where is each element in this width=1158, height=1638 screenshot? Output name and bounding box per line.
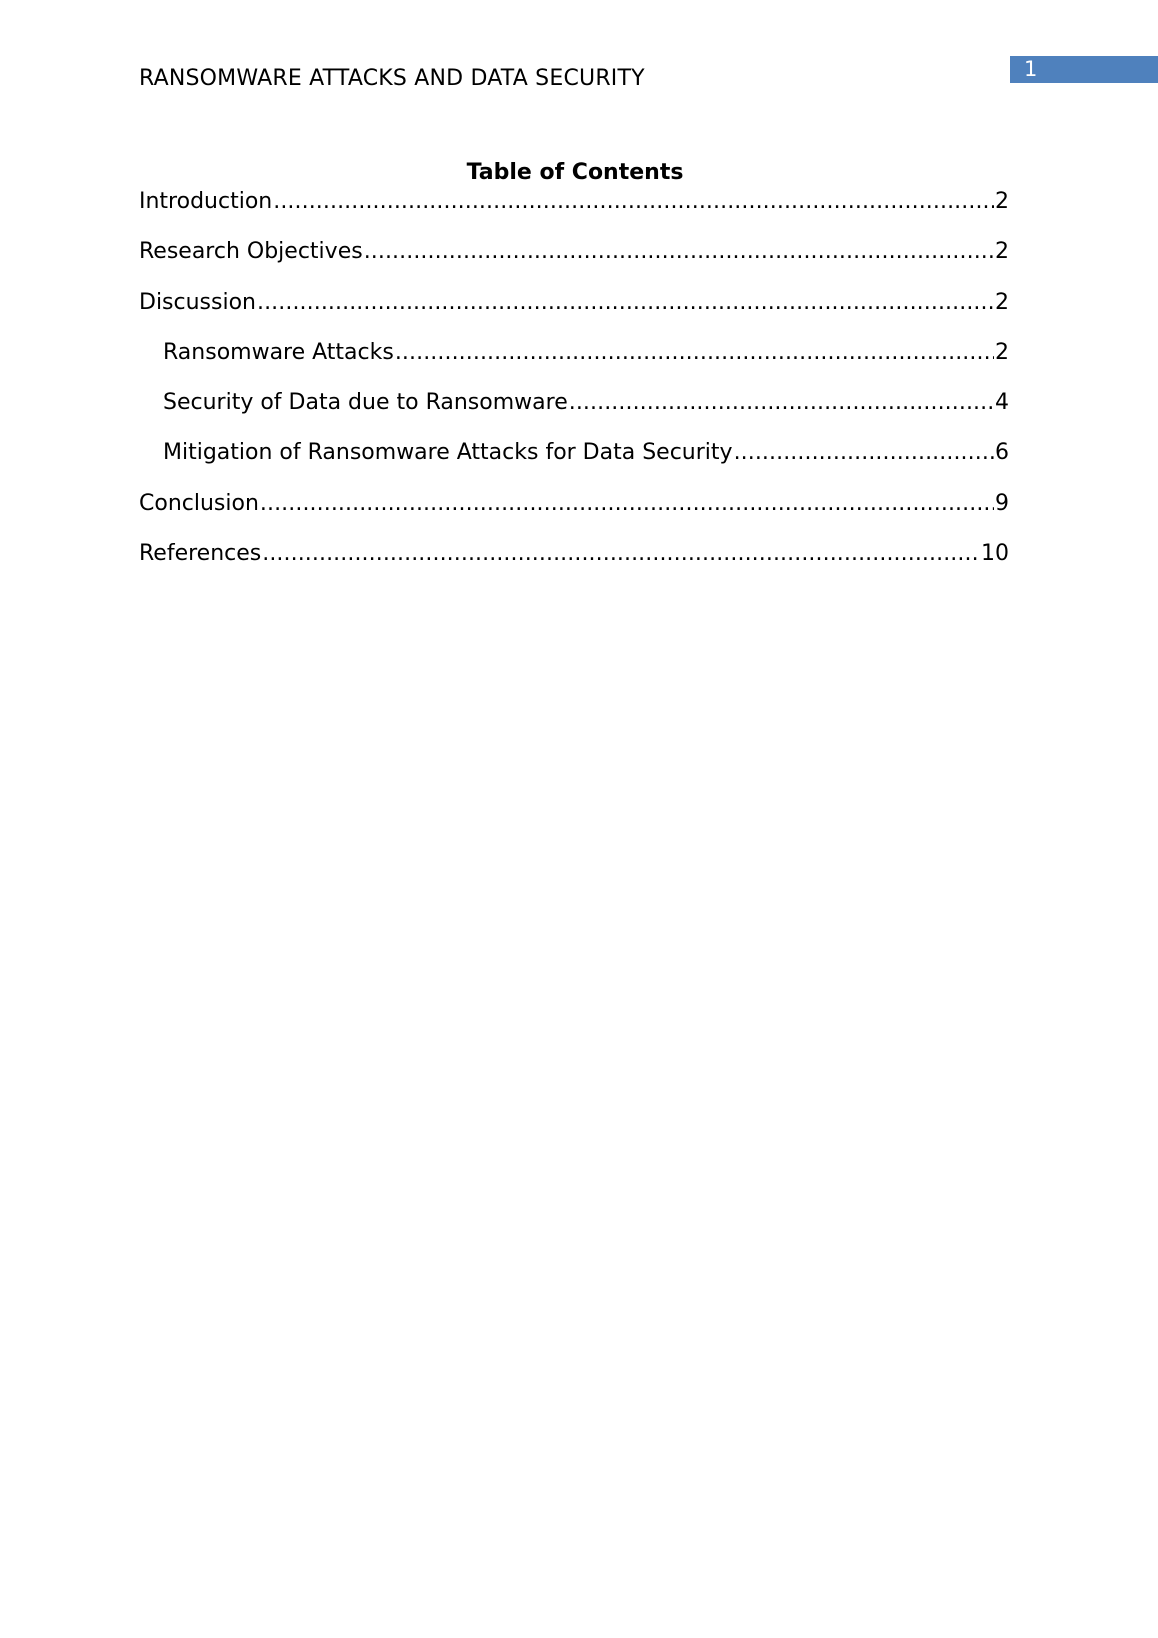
dot-leader <box>257 290 994 315</box>
dot-leader <box>273 189 994 214</box>
page-number-badge: 1 <box>1010 56 1158 83</box>
toc-entry-label: References <box>139 541 262 567</box>
toc-entry-discussion[interactable] <box>139 290 1009 340</box>
dot-leader <box>364 239 994 264</box>
toc-entry-mitigation[interactable] <box>139 440 1009 490</box>
running-header-title: RANSOMWARE ATTACKS AND DATA SECURITY <box>139 66 645 91</box>
toc-entry-page: 6 <box>995 440 1009 466</box>
toc-entry-page: 2 <box>995 289 1009 315</box>
dot-leader <box>260 491 994 516</box>
toc-entry-label: Introduction <box>139 189 273 214</box>
toc-entry-research-objectives[interactable] <box>139 239 1009 289</box>
dot-leader <box>395 340 994 365</box>
toc-entry-page: 2 <box>995 189 1009 214</box>
toc-entry-label: Research Objectives <box>139 239 363 265</box>
toc-heading: Table of Contents <box>466 160 684 185</box>
toc-entry-label: Ransomware Attacks <box>163 339 394 365</box>
toc-entry-label: Discussion <box>139 289 256 315</box>
toc-entry-page: 2 <box>995 339 1009 365</box>
dot-leader <box>569 390 994 415</box>
toc-entry-security-of-data[interactable] <box>139 390 1009 440</box>
dot-leader <box>734 440 994 465</box>
toc-entry-conclusion[interactable] <box>139 491 1009 541</box>
toc-entry-label: Security of Data due to Ransomware <box>163 390 568 416</box>
table-of-contents <box>139 189 1009 591</box>
toc-entry-introduction[interactable] <box>139 189 1009 239</box>
toc-entry-label: Conclusion <box>139 490 259 516</box>
toc-entry-label: Mitigation of Ransomware Attacks for Data Security <box>163 440 733 466</box>
dot-leader <box>262 541 980 566</box>
toc-entry-ransomware-attacks[interactable] <box>139 340 1009 390</box>
toc-entry-page: 10 <box>981 541 1009 567</box>
toc-entry-page: 9 <box>995 490 1009 516</box>
toc-entry-references[interactable] <box>139 541 1009 591</box>
toc-entry-page: 4 <box>995 390 1009 416</box>
toc-entry-page: 2 <box>995 239 1009 265</box>
